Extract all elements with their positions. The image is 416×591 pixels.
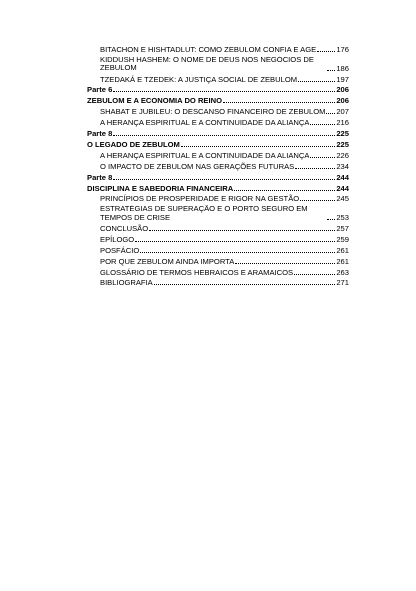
dot-leader	[235, 263, 335, 264]
dot-leader	[310, 124, 335, 125]
toc-entry[interactable]	[87, 278, 349, 287]
toc-page-number: 225	[336, 139, 349, 149]
dot-leader	[181, 146, 336, 147]
toc-entry-title: A HERANÇA ESPIRITUAL E A CONTINUIDADE DA ALIANÇA	[100, 150, 310, 160]
toc-entry-title: O IMPACTO DE ZEBULOM NAS GERAÇÕES FUTURAS	[100, 161, 295, 171]
toc-entry-title: PRINCÍPIOS DE PROSPERIDADE E RIGOR NA GESTÃO	[100, 194, 300, 204]
toc-entry-title: GLOSSÁRIO DE TERMOS HEBRAICOS E ARAMAICOS	[100, 267, 294, 277]
toc-page-number: 245	[336, 194, 349, 204]
toc-entry-title: KIDDUSH HASHEM: O NOME DE DEUS NOS NEGÓCIOS DE ZEBULOM	[100, 55, 314, 73]
toc-part-entry[interactable]	[87, 96, 349, 105]
dot-leader	[294, 274, 335, 275]
toc-page-number: 244	[336, 183, 349, 193]
toc-entry[interactable]	[87, 56, 349, 73]
toc-part-entry[interactable]	[87, 129, 349, 138]
toc-page-number: 206	[336, 85, 349, 95]
toc-entry-title: ZEBULOM E A ECONOMIA DO REINO	[87, 96, 222, 106]
dot-leader	[234, 190, 335, 191]
dot-leader	[223, 102, 335, 103]
toc-page-number: 207	[336, 107, 349, 117]
dot-leader	[140, 252, 335, 253]
dot-leader	[300, 200, 335, 201]
toc-entry[interactable]	[87, 151, 349, 160]
dot-leader	[113, 179, 335, 180]
dot-leader	[327, 70, 335, 71]
toc-part-entry[interactable]	[87, 140, 349, 149]
dot-leader	[317, 51, 335, 52]
dot-leader	[113, 91, 335, 92]
toc-entry-title: DISCIPLINA E SABEDORIA FINANCEIRA	[87, 183, 234, 193]
dot-leader	[327, 219, 335, 220]
toc-entry[interactable]	[87, 45, 349, 54]
toc-entry-title: CONCLUSÃO	[100, 223, 149, 233]
toc-part-entry[interactable]	[87, 173, 349, 182]
toc-entry[interactable]	[87, 118, 349, 127]
toc-page-number: 259	[336, 234, 349, 244]
toc-part-entry[interactable]	[87, 85, 349, 94]
dot-leader	[113, 135, 335, 136]
toc-page-number: 244	[336, 172, 349, 182]
toc-entry-title: BIBLIOGRAFIA	[100, 278, 153, 288]
dot-leader	[298, 81, 335, 82]
toc-page-number: 271	[336, 278, 349, 288]
toc-entry[interactable]	[87, 224, 349, 233]
toc-page-number: 197	[336, 74, 349, 84]
toc-entry-title: POR QUE ZEBULOM AINDA IMPORTA	[100, 256, 235, 266]
toc-entry[interactable]	[87, 107, 349, 116]
toc-page-number: 261	[336, 256, 349, 266]
dot-leader	[149, 230, 335, 231]
toc-page-number: 206	[336, 96, 349, 106]
toc-page-number: 263	[336, 267, 349, 277]
toc-entry[interactable]	[87, 162, 349, 171]
toc-entry-title: SHABAT E JUBILEU: O DESCANSO FINANCEIRO DE ZEBULOM	[100, 107, 326, 117]
toc-page-number: 261	[336, 245, 349, 255]
toc-part-entry[interactable]	[87, 184, 349, 193]
toc-entry[interactable]	[87, 194, 349, 203]
toc-page-number: 216	[336, 118, 349, 128]
toc-page-number: 225	[336, 129, 349, 139]
toc-entry[interactable]	[87, 75, 349, 84]
toc-entry-title: O LEGADO DE ZEBULOM	[87, 139, 180, 149]
toc-entry-title: Parte 8	[87, 129, 113, 139]
toc-entry-title: Parte 8	[87, 172, 113, 182]
toc-page-number: 226	[336, 150, 349, 160]
toc-page-number: 257	[336, 223, 349, 233]
toc-entry-title: Parte 6	[87, 85, 113, 95]
toc-entry[interactable]	[87, 257, 349, 266]
toc-page-number: 234	[336, 161, 349, 171]
toc-entry-title: EPÍLOGO	[100, 234, 135, 244]
dot-leader	[135, 241, 335, 242]
table-of-contents	[87, 45, 349, 289]
dot-leader	[154, 284, 336, 285]
dot-leader	[295, 168, 335, 169]
dot-leader	[310, 157, 335, 158]
toc-entry[interactable]	[87, 235, 349, 244]
toc-entry-title: POSFÁCIO	[100, 245, 140, 255]
toc-entry-title: A HERANÇA ESPIRITUAL E A CONTINUIDADE DA ALIANÇA	[100, 118, 310, 128]
toc-entry[interactable]	[87, 205, 349, 222]
toc-page-number: 176	[336, 45, 349, 54]
toc-entry-title: BITACHON E HISHTADLUT: COMO ZEBULOM CONFIA E AGE	[100, 45, 317, 54]
toc-entry[interactable]	[87, 246, 349, 255]
toc-page-number: 186	[336, 63, 349, 73]
toc-entry[interactable]	[87, 268, 349, 277]
toc-entry-title: TZEDAKÁ E TZEDEK: A JUSTIÇA SOCIAL DE ZEBULOM	[100, 74, 298, 84]
toc-page-number: 253	[336, 213, 349, 223]
toc-entry-title: ESTRATÉGIAS DE SUPERAÇÃO E O PORTO SEGURO EM TEMPOS DE CRISE	[100, 205, 308, 222]
dot-leader	[326, 113, 335, 114]
